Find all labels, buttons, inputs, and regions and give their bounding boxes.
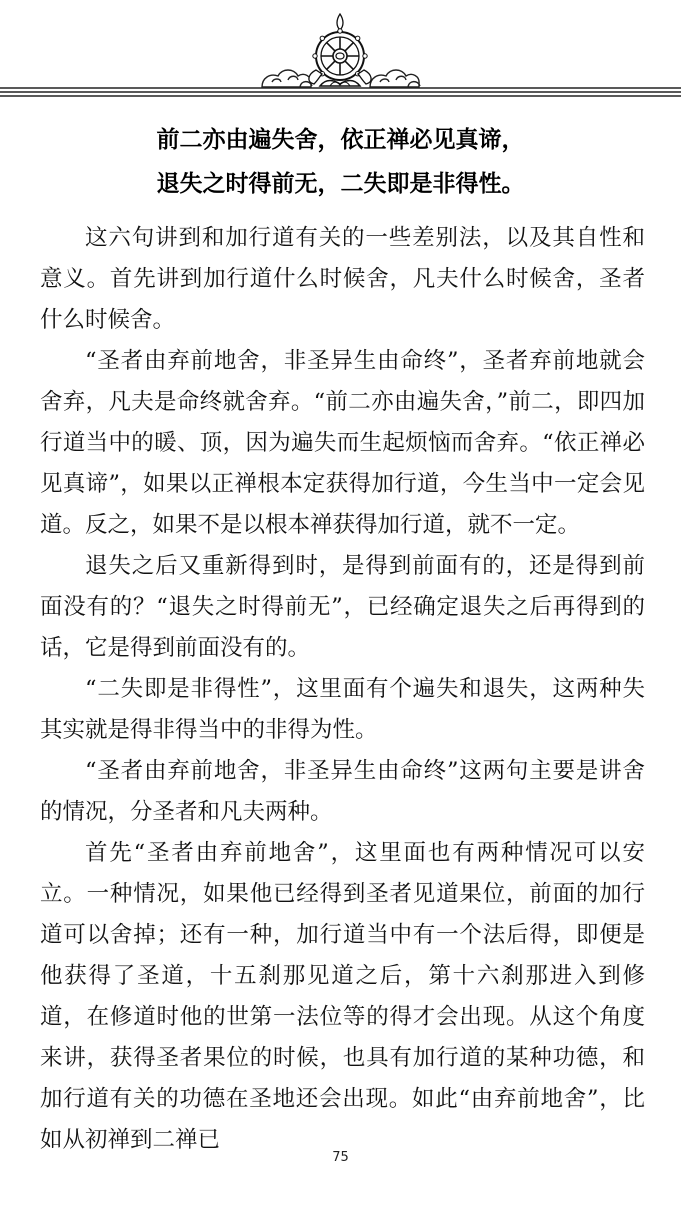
paragraph: “圣者由弃前地舍，非圣异生由命终”，圣者弃前地就会舍弃，凡夫是命终就舍弃。“前二亦由遍失舍，”前二，即四加行道当中的暖、顶，因为遍失而生起烦恼而舍弃。“依正禅必见真谛”，如果以正禅根本定获得加行道，今生当中一定会见道。反之，如果不是以根本禅获得加行道，就不一定。 (40, 348, 645, 538)
cloud-ornament-left-icon (262, 70, 312, 87)
paragraph: “二失即是非得性”，这里面有个遍失和退失，这两种失其实就是得非得当中的非得为性。 (40, 676, 645, 743)
paragraph: 这六句讲到和加行道有关的一些差别法，以及其自性和意义。首先讲到加行道什么时候舍，凡夫什么时候舍，圣者什么时候舍。 (40, 225, 645, 333)
verse-line-1: 前二亦由遍失舍，依正禅必见真谛， (156, 127, 525, 153)
paragraph: 首先“圣者由弃前地舍”，这里面也有两种情况可以安立。一种情况，如果他已经得到圣者见道果位，前面的加行道可以舍掉；还有一种，加行道当中有一个法后得，即便是他获得了圣道，十五刹那见道之后，第十六刹那进入到修道，在修道时他的世第一法位等的得才会出现。从这个角度来讲，获得圣者果位的时候，也具有加行道的某种功德，和加行道有关的功德在圣地还会出现。如此“由弃前地舍”，比如从初禅到二禅已 (40, 840, 645, 1153)
paragraph: “圣者由弃前地舍，非圣异生由命终”这两句主要是讲舍的情况，分圣者和凡夫两种。 (40, 758, 645, 825)
header-ornament (0, 0, 681, 110)
page-number: 75 (332, 1150, 349, 1165)
body-text (40, 218, 645, 1161)
verse-block (0, 118, 681, 206)
dharma-wheel-icon (309, 14, 371, 86)
cloud-ornament-right-icon (370, 70, 420, 87)
paragraph: 退失之后又重新得到时，是得到前面有的，还是得到前面没有的？“退失之时得前无”，已经确定退失之后再得到的话，它是得到前面没有的。 (40, 553, 645, 661)
verse-line-2: 退失之时得前无，二失即是非得性。 (156, 171, 525, 197)
header-rule (0, 88, 681, 96)
